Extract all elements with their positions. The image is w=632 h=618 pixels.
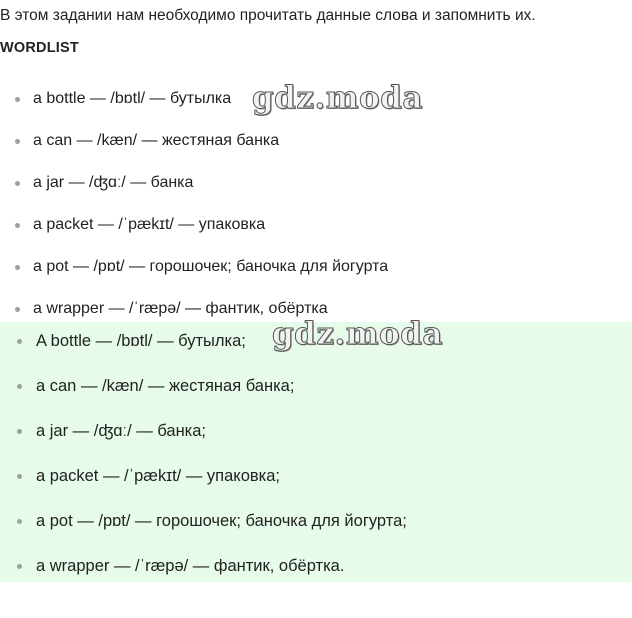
intro-text: В этом задании нам необходимо прочитать данные слова и запомнить их. [0, 7, 536, 24]
list-item-text: a jar — /ʤɑː/ — банка [33, 174, 194, 191]
bullet-icon [17, 339, 22, 344]
bullet-icon [15, 181, 20, 186]
bullet-icon [17, 519, 22, 524]
bullet-icon [17, 429, 22, 434]
list-item-text: a can — /kæn/ — жестяная банка [33, 132, 280, 149]
bullet-icon [15, 307, 20, 312]
list-item [0, 375, 407, 420]
list-item [0, 420, 407, 465]
list-item [0, 256, 388, 298]
list-item-text: a wrapper — /ˈræpə/ — фантик, обёртка [33, 300, 328, 317]
list-item-text: a packet — /ˈpækɪt/ — упаковка [33, 216, 266, 233]
bullet-icon [17, 564, 22, 569]
list-item-text: a jar — /ʤɑː/ — банка; [36, 422, 207, 440]
bullet-icon [15, 265, 20, 270]
list-item-text: a can — /kæn/ — жестяная банка; [36, 377, 295, 395]
bullet-icon [17, 384, 22, 389]
list-item [0, 130, 388, 172]
list-item-text: a bottle — /bɒtl/ — бутылка [33, 90, 232, 107]
list-item [0, 555, 407, 600]
bullet-icon [15, 223, 20, 228]
list-item [0, 465, 407, 510]
watermark-logo: gdz.moda [252, 80, 423, 116]
wordlist-heading: WORDLIST [0, 40, 79, 56]
answer-list [0, 330, 407, 600]
list-item [0, 214, 388, 256]
list-item [0, 172, 388, 214]
list-item-text: a pot — /pɒt/ — горошочек; баночка для йогурта [33, 258, 389, 275]
list-item-text: A bottle — /bɒtl/ — бутылка; [36, 332, 246, 350]
list-item-text: a packet — /ˈpækɪt/ — упаковка; [36, 467, 280, 485]
bullet-icon [15, 97, 20, 102]
list-item [0, 510, 407, 555]
list-item-text: a wrapper — /ˈræpə/ — фантик, обёртка. [36, 557, 345, 575]
watermark-logo: gdz.moda [272, 316, 443, 352]
answer-block [0, 322, 632, 582]
bullet-icon [15, 139, 20, 144]
list-item-text: a pot — /pɒt/ — горошочек; баночка для йогурта; [36, 512, 407, 530]
bullet-icon [17, 474, 22, 479]
wordlist [0, 88, 388, 340]
